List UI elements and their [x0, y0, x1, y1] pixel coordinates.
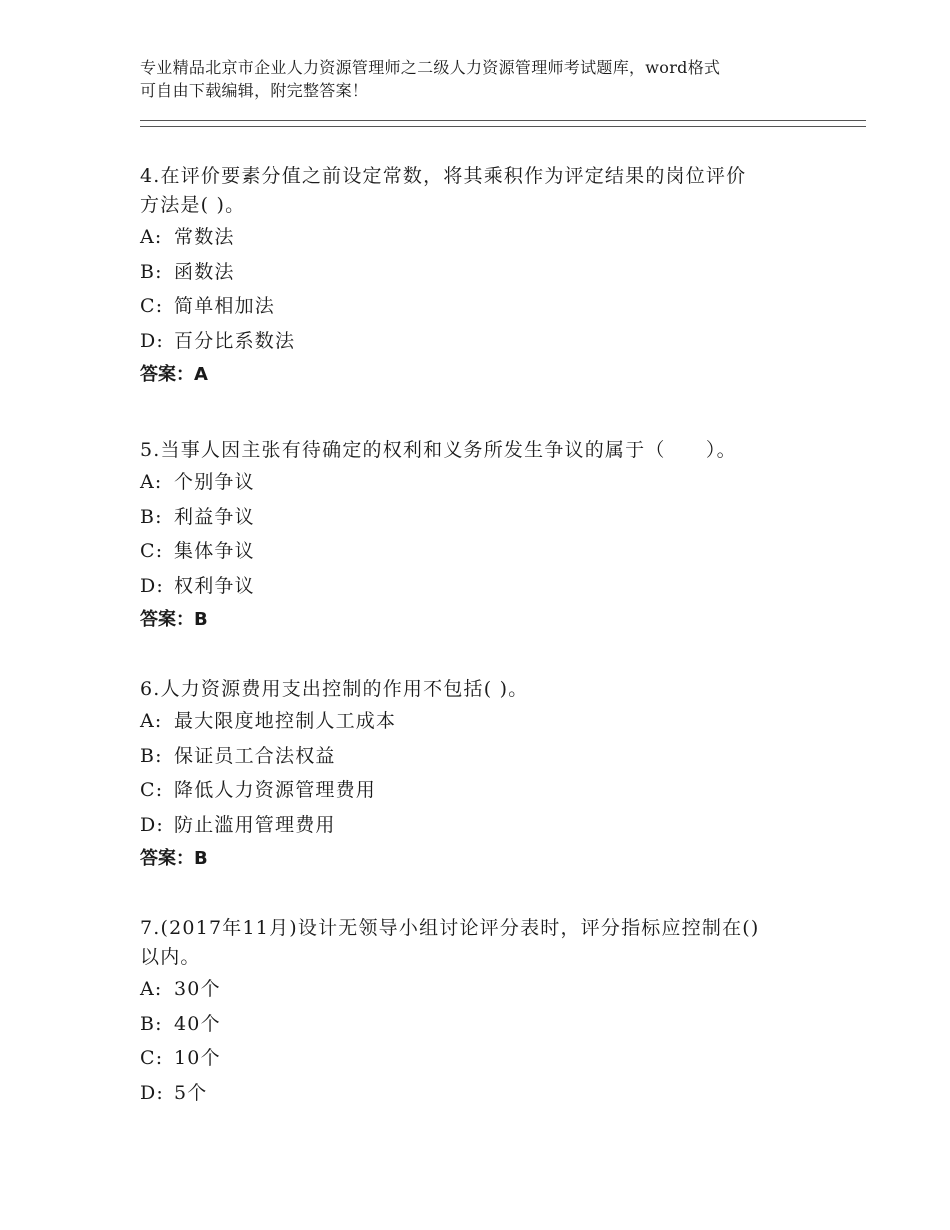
option-text: 权利争议	[174, 574, 255, 597]
option-a	[140, 465, 820, 500]
answer-label: 答案：A	[140, 364, 208, 385]
option-b	[140, 1007, 820, 1042]
option-text: 利益争议	[174, 505, 255, 528]
answer-label: 答案：B	[140, 848, 208, 869]
option-letter: D:	[140, 1081, 165, 1104]
option-text: 集体争议	[174, 540, 255, 562]
option-text: 40个	[174, 1012, 221, 1035]
header-line-2: 可自由下载编辑，附完整答案！	[140, 81, 369, 100]
option-letter: B:	[140, 744, 163, 767]
option-text: 降低人力资源管理费用	[174, 779, 377, 801]
question-4	[140, 162, 820, 392]
question-stem-line-2: 以内。	[140, 946, 201, 968]
option-letter: B:	[140, 505, 163, 528]
option-c	[140, 289, 820, 324]
option-a	[140, 704, 820, 739]
question-stem	[140, 675, 820, 704]
option-letter: D:	[140, 574, 165, 597]
option-letter: D:	[140, 329, 165, 352]
option-text: 保证员工合法权益	[174, 744, 336, 767]
question-stem-line-1: 6.人力资源费用支出控制的作用不包括( )。	[140, 678, 529, 700]
option-text: 百分比系数法	[174, 329, 296, 352]
header-divider	[140, 120, 866, 127]
question-stem-line-1: 7.(2017年11月)设计无领导小组讨论评分表时，评分指标应控制在()	[140, 917, 760, 939]
option-c	[140, 773, 820, 808]
option-letter: D:	[140, 813, 165, 836]
option-text: 30个	[174, 978, 221, 1000]
option-letter: A:	[140, 710, 163, 732]
option-text: 防止滥用管理费用	[174, 813, 336, 836]
option-letter: A:	[140, 226, 163, 248]
option-letter: C:	[140, 779, 164, 801]
option-text: 5个	[174, 1081, 208, 1104]
question-stem-line-1: 5.当事人因主张有待确定的权利和义务所发生争议的属于（ ）。	[140, 439, 737, 461]
option-text: 函数法	[174, 260, 235, 283]
question-stem	[140, 162, 820, 220]
option-d	[140, 808, 820, 843]
header-line-1: 专业精品北京市企业人力资源管理师之二级人力资源管理师考试题库，word格式	[140, 58, 721, 77]
option-letter: B:	[140, 260, 163, 283]
option-text: 个别争议	[174, 471, 255, 493]
question-stem-line-2: 方法是( )。	[140, 194, 246, 216]
question-6	[140, 675, 820, 876]
option-text: 简单相加法	[174, 295, 276, 317]
option-letter: C:	[140, 295, 164, 317]
question-stem	[140, 436, 820, 465]
option-text: 最大限度地控制人工成本	[174, 710, 397, 732]
option-c	[140, 1041, 820, 1076]
option-b	[140, 739, 820, 774]
option-letter: C:	[140, 1047, 164, 1069]
option-c	[140, 534, 820, 569]
option-text: 常数法	[174, 226, 235, 248]
option-a	[140, 220, 820, 255]
option-d	[140, 324, 820, 359]
option-text: 10个	[174, 1047, 221, 1069]
answer-label: 答案：B	[140, 609, 208, 630]
question-7	[140, 914, 820, 1110]
option-letter: A:	[140, 978, 163, 1000]
option-letter: C:	[140, 540, 164, 562]
option-b	[140, 255, 820, 290]
option-letter: A:	[140, 471, 163, 493]
option-a	[140, 972, 820, 1007]
question-stem	[140, 914, 820, 972]
question-5	[140, 436, 820, 637]
document-header	[140, 56, 840, 102]
option-b	[140, 500, 820, 535]
option-letter: B:	[140, 1012, 163, 1035]
option-d	[140, 1076, 820, 1111]
question-stem-line-1: 4.在评价要素分值之前设定常数，将其乘积作为评定结果的岗位评价	[140, 165, 747, 187]
option-d	[140, 569, 820, 604]
